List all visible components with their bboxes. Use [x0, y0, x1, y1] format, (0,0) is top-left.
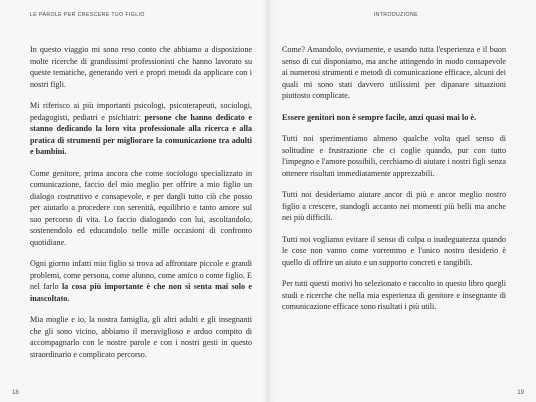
paragraph: Mia moglie e io, la nostra famiglia, gli altri adulti e gli insegnanti che gli sono vicino, abbiamo il meraviglioso e arduo compito di accompagnarlo con le nostre parole e con i nostri gesti in questo straordinario e complicato percorso.: [30, 315, 252, 359]
paragraph: Tutti noi vogliamo evitare il senso di colpa o inadeguatezza quando le cose non vanno come vorremmo e l'unico nostro desiderio è quello di offrire un aiuto e un supporto concreti e tangibili.: [282, 234, 506, 267]
right-page: [268, 0, 536, 402]
page-number-right: 19: [517, 390, 524, 396]
paragraph: Tutti noi sperimentiamo almeno qualche volta quel senso di solitudine e frustrazione che ci coglie quando, pur con tutto l'impegno e l'amore possibili, cerchiamo di aiutare i nostri figli senza ottenere risultati immediatamente apprezzabili.: [282, 134, 506, 178]
bold-emphasis: la cosa più importante è che non si senta mai solo e inascoltato.: [30, 282, 253, 303]
running-head-left: LE PAROLE PER CRESCERE TUO FIGLIO: [30, 12, 145, 18]
bold-subheading: Essere genitori non è sempre facile, anzi quasi mai lo è.: [282, 112, 477, 122]
paragraph: Come genitore, prima ancora che come sociologo specializzato in comunicazione, faccio del mio meglio per offrire a mio figlio un dialogo costruttivo e consapevole, e per dargli tutto ciò che posso per aiutarlo a procedere con serenità, equilibrio e tanto amore sul suo percorso di vita. Lo faccio dialogando con lui, ascoltandolo, sostenendolo ed educandolo nelle mille occasioni di confronto quotidiane.: [30, 168, 252, 247]
paragraph-text: Ogni giorno infatti mio figlio si trova ad affrontare piccole e grandi problemi, come persona, come alunno, come amico o come figlio. E nel farlo: [30, 259, 252, 291]
paragraph: Tutti noi desideriamo aiutare ancor di più e ancor meglio nostro figlio a crescere, standogli accanto nei momenti più belli ma anche nei più difficili.: [282, 190, 506, 222]
paragraph: Come? Amandolo, ovviamente, e usando tutta l'esperienza e il buon senso di cui disponiamo, ma anche attingendo in modo consapevole ai numerosi strumenti e metodi di comunicazione efficace, alcuni dei quali mi sono stati davvero utilissimi per dipanare situazioni piuttosto complicate.: [282, 45, 506, 100]
paragraph: In questo viaggio mi sono reso conto che abbiamo a disposizione molte ricerche di grandissimi professionisti che hanno lavorato su queste tematiche, generando veri e propri metodi da applicare con i nostri figli.: [30, 45, 252, 89]
book-gutter-shadow: [262, 0, 274, 402]
paragraph: [30, 258, 252, 304]
paragraph: Per tutti questi motivi ho selezionato e raccolto in questo libro quegli studi e ricerche che nella mia esperienza di genitore e insegnante di comunicazione efficace sono risultati i più utili.: [282, 279, 506, 311]
running-head-right: INTRODUZIONE: [373, 12, 418, 18]
bold-emphasis: persone che hanno dedicato e stanno dedicando la loro vita professionale alla ricerca e alla pratica di strumenti per migliorare la comunicazione tra adulti e bambini.: [30, 112, 252, 156]
page-number-left: 18: [12, 390, 19, 396]
paragraph-text: Mi riferisco ai più importanti psicologi, psicoterapeuti, sociologi, pedagogisti, pediatri e psichiatri:: [30, 101, 252, 122]
paragraph: [30, 100, 252, 158]
